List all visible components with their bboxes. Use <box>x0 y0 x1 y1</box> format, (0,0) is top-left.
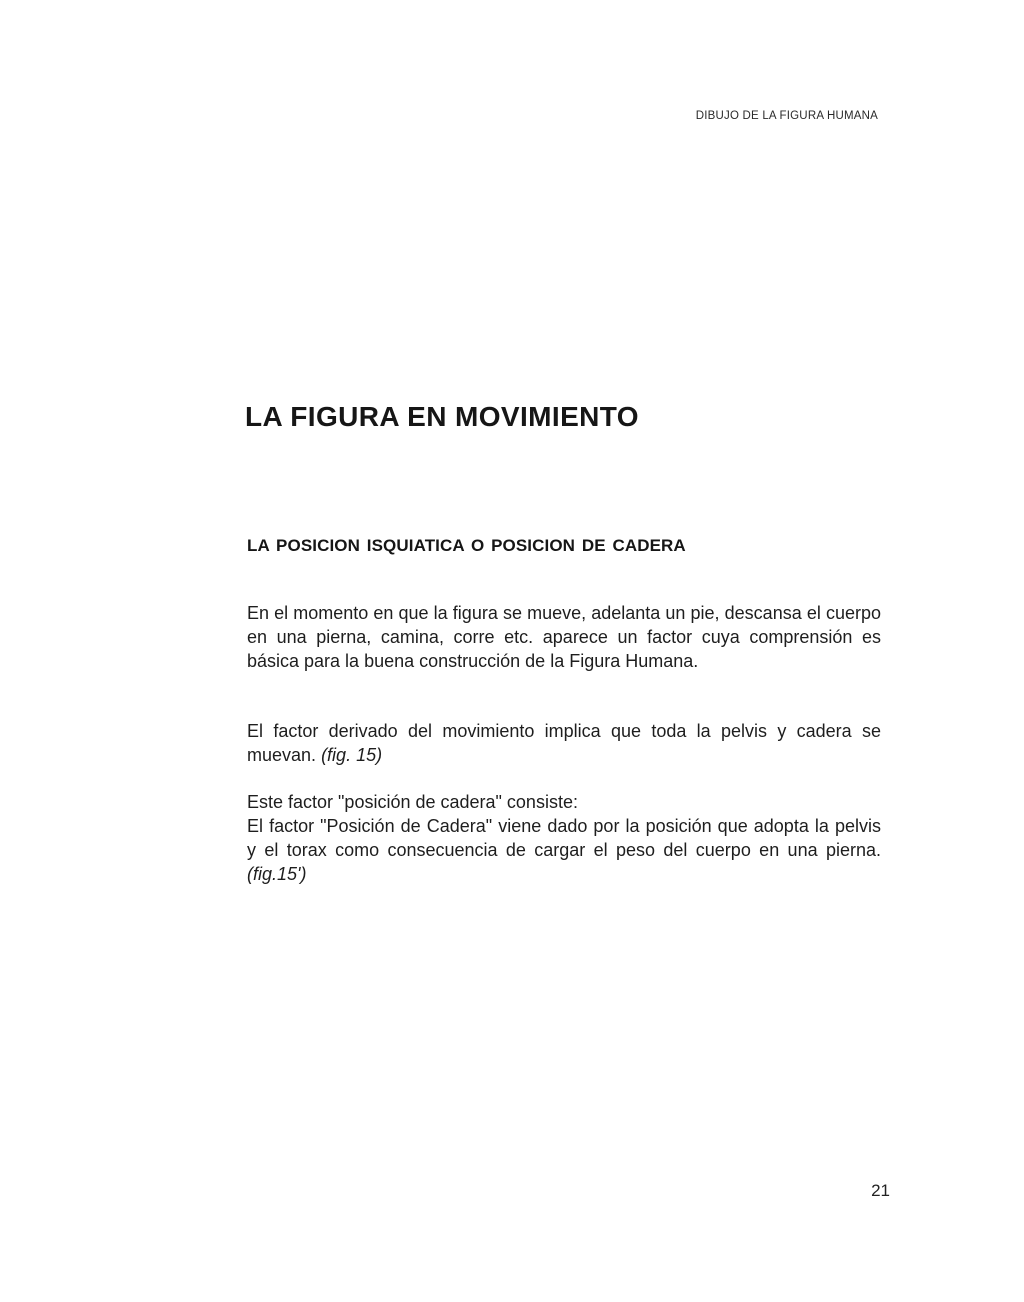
running-header: DIBUJO DE LA FIGURA HUMANA <box>695 110 878 122</box>
page-number: 21 <box>871 1181 890 1200</box>
figure-reference: (fig. 15) <box>321 745 383 765</box>
paragraph-intro: En el momento en que la figura se mueve, adelanta un pie, descansa el cuerpo en una pierna, camina, corre etc. aparece un factor cuya comprensión es básica para la buena construcción de la Figura Humana. <box>247 603 881 671</box>
section-heading: LA POSICION ISQUIATICA O POSICION DE CADERA <box>247 536 686 555</box>
paragraph-movement-factor <box>247 719 881 767</box>
hip-position-text: El factor "Posición de Cadera" viene dado por la posición que adopta la pelvis y el torax como consecuencia de cargar el peso del cuerpo en una pierna. <box>247 816 881 860</box>
paragraph-movement-text: El factor derivado del movimiento implica que toda la pelvis y cadera se muevan. <box>247 721 881 765</box>
chapter-title: LA FIGURA EN MOVIMIENTO <box>245 401 639 432</box>
hip-position-definition <box>247 814 881 886</box>
paragraph-hip-position <box>247 790 881 886</box>
figure-reference: (fig.15') <box>247 864 307 884</box>
hip-position-lead: Este factor "posición de cadera" consiste: <box>247 792 578 812</box>
